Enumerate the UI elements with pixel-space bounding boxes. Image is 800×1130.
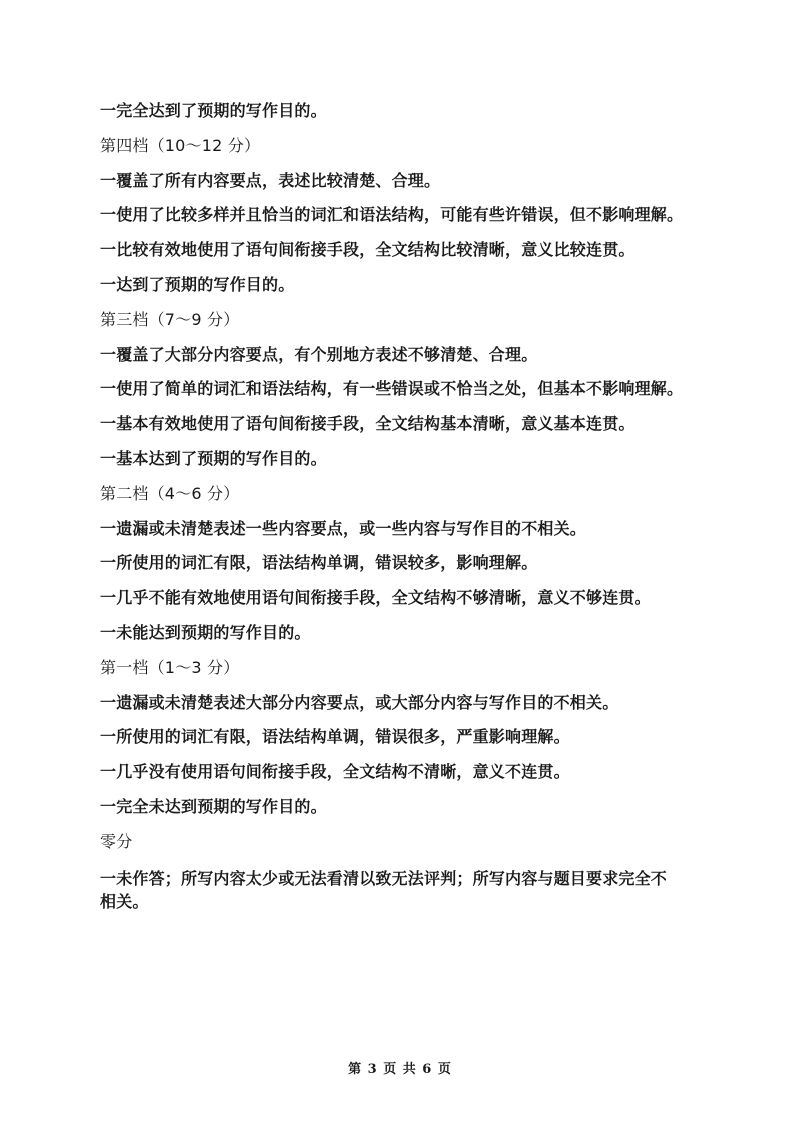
criteria-line: 一未作答；所写内容太少或无法看清以致无法评判；所写内容与题目要求完全不相关。 — [100, 868, 668, 911]
level-heading: 第二档（4～6 分） — [100, 483, 240, 503]
criteria-line: 一完全未达到预期的写作目的。 — [100, 796, 327, 816]
criteria-line: 一完全达到了预期的写作目的。 — [100, 101, 327, 120]
criteria-line: 一几乎没有使用语句间衔接手段，全文结构不清晰，意义不连贯。 — [100, 762, 570, 782]
criteria-line: 一几乎不能有效地使用语句间衔接手段，全文结构不够清晰，意义不够连贯。 — [100, 588, 651, 608]
criteria-line: 一遗漏或未清楚表述大部分内容要点，或大部分内容与写作目的不相关。 — [100, 692, 619, 712]
criteria-line: 一覆盖了大部分内容要点，有个别地方表述不够清楚、合理。 — [100, 344, 538, 364]
criteria-line: 一遗漏或未清楚表述一些内容要点，或一些内容与写作目的不相关。 — [100, 518, 587, 538]
criteria-line: 一覆盖了所有内容要点，表述比较清楚、合理。 — [100, 170, 441, 190]
level-heading: 零分 — [100, 831, 133, 851]
grading-criteria — [100, 101, 684, 927]
level-heading: 第三档（7～9 分） — [100, 309, 240, 329]
criteria-line: 一基本达到了预期的写作目的。 — [100, 448, 327, 468]
criteria-line: 一使用了比较多样并且恰当的词汇和语法结构，可能有些许错误，但不影响理解。 — [100, 205, 684, 225]
criteria-line: 一所使用的词汇有限，语法结构单调，错误很多，严重影响理解。 — [100, 727, 570, 747]
criteria-line: 一基本有效地使用了语句间衔接手段，全文结构基本清晰，意义基本连贯。 — [100, 414, 635, 434]
criteria-line: 一所使用的词汇有限，语法结构单调，错误较多，影响理解。 — [100, 553, 538, 573]
criteria-line: 一达到了预期的写作目的。 — [100, 274, 295, 294]
criteria-line: 一比较有效地使用了语句间衔接手段，全文结构比较清晰，意义比较连贯。 — [100, 240, 635, 260]
criteria-line: 一使用了简单的词汇和语法结构，有一些错误或不恰当之处，但基本不影响理解。 — [100, 379, 684, 399]
level-heading: 第一档（1～3 分） — [100, 657, 240, 677]
page-number: 第 3 页 共 6 页 — [348, 1062, 452, 1077]
level-heading: 第四档（10～12 分） — [100, 135, 261, 155]
criteria-line: 一未能达到预期的写作目的。 — [100, 622, 311, 642]
